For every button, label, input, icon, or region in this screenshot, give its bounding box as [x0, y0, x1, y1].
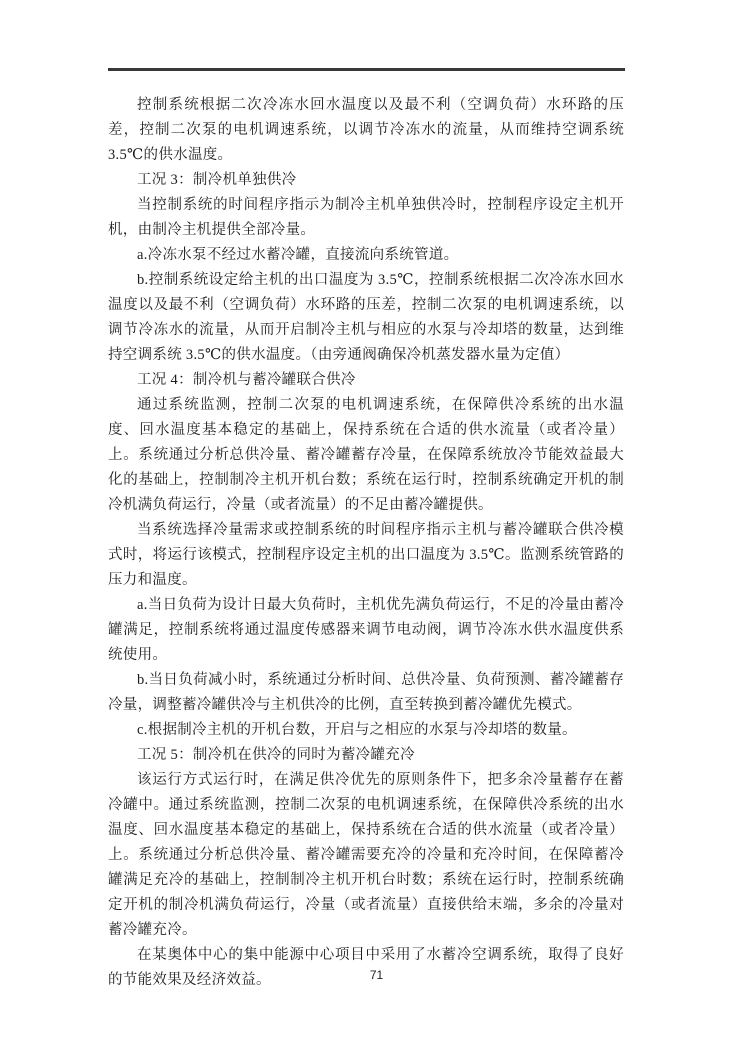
paragraph-intro: 控制系统根据二次冷冻水回水温度以及最不利（空调负荷）水环路的压差，控制二次泵的电机调速系统，以调节冷冻水的流量，从而维持空调系统 3.5℃的供水温度。 — [108, 97, 624, 163]
list-item-a-condition-4: a.当日负荷为设计日最大负荷时，主机优先满负荷运行，不足的冷量由蓄冷罐满足，控制系统将通过温度传感器来调节电动阀，调节冷冻水供水温度供系统使用。 — [108, 597, 624, 663]
page-number: 71 — [369, 968, 384, 982]
heading-condition-4: 工况 4：制冷机与蓄冷罐联合供冷 — [137, 372, 356, 388]
document-body — [108, 93, 624, 993]
paragraph-conclusion: 在某奥体中心的集中能源中心项目中采用了水蓄冷空调系统，取得了良好的节能效果及经济效益。 — [108, 947, 624, 988]
paragraph-condition-4-1: 通过系统监测，控制二次泵的电机调速系统，在保障供冷系统的出水温度、回水温度基本稳定的基础上，保持系统在合适的供水流量（或者冷量）上。系统通过分析总供冷量、蓄冷罐蓄存冷量，在保障系统放冷节能效益最大化的基础上，控制制冷主机开机台数；系统在运行时，控制系统确定开机的制冷机满负荷运行，冷量（或者流量）的不足由蓄冷罐提供。 — [108, 397, 624, 513]
paragraph-condition-4-2: 当系统选择冷量需求或控制系统的时间程序指示主机与蓄冷罐联合供冷模式时，将运行该模式，控制程序设定主机的出口温度为 3.5℃。监测系统管路的压力和温度。 — [108, 522, 624, 588]
heading-condition-3: 工况 3：制冷机单独供冷 — [137, 172, 297, 188]
paragraph-condition-5: 该运行方式运行时，在满足供冷优先的原则条件下，把多余冷量蓄存在蓄冷罐中。通过系统监测，控制二次泵的电机调速系统，在保障供冷系统的出水温度、回水温度基本稳定的基础上，保持系统在合适的供水流量（或者冷量）上。系统通过分析总供冷量、蓄冷罐需要充冷的冷量和充冷时间，在保障蓄冷罐满足充冷的基础上，控制制冷主机开机台时数；系统在运行时，控制系统确定开机的制冷机满负荷运行，冷量（或者流量）直接供给末端，多余的冷量对蓄冷罐充冷。 — [108, 772, 624, 938]
list-item-c-condition-4: c.根据制冷主机的开机台数，开启与之相应的水泵与冷却塔的数量。 — [137, 722, 577, 738]
list-item-b-condition-3: b.控制系统设定给主机的出口温度为 3.5℃，控制系统根据二次冷冻水回水温度以及最不利（空调负荷）水环路的压差，控制二次泵的电机调速系统，以调节冷冻水的流量，从而开启制冷主机与相应的水泵与冷却塔的数量，达到维持空调系统 3.5℃的供水温度。（由旁通阀确保冷机蒸发器水量为定值） — [108, 272, 624, 363]
list-item-a-condition-3: a.冷冻水泵不经过水蓄冷罐，直接流向系统管道。 — [137, 247, 459, 263]
heading-condition-5: 工况 5：制冷机在供冷的同时为蓄冷罐充冷 — [137, 747, 415, 763]
paragraph-condition-3: 当控制系统的时间程序指示为制冷主机单独供冷时，控制程序设定主机开机，由制冷主机提供全部冷量。 — [108, 197, 624, 238]
list-item-b-condition-4: b.当日负荷减小时，系统通过分析时间、总供冷量、负荷预测、蓄冷罐蓄存冷量，调整蓄冷罐供冷与主机供冷的比例，直至转换到蓄冷罐优先模式。 — [108, 672, 624, 713]
header-rule-divider — [108, 68, 625, 71]
